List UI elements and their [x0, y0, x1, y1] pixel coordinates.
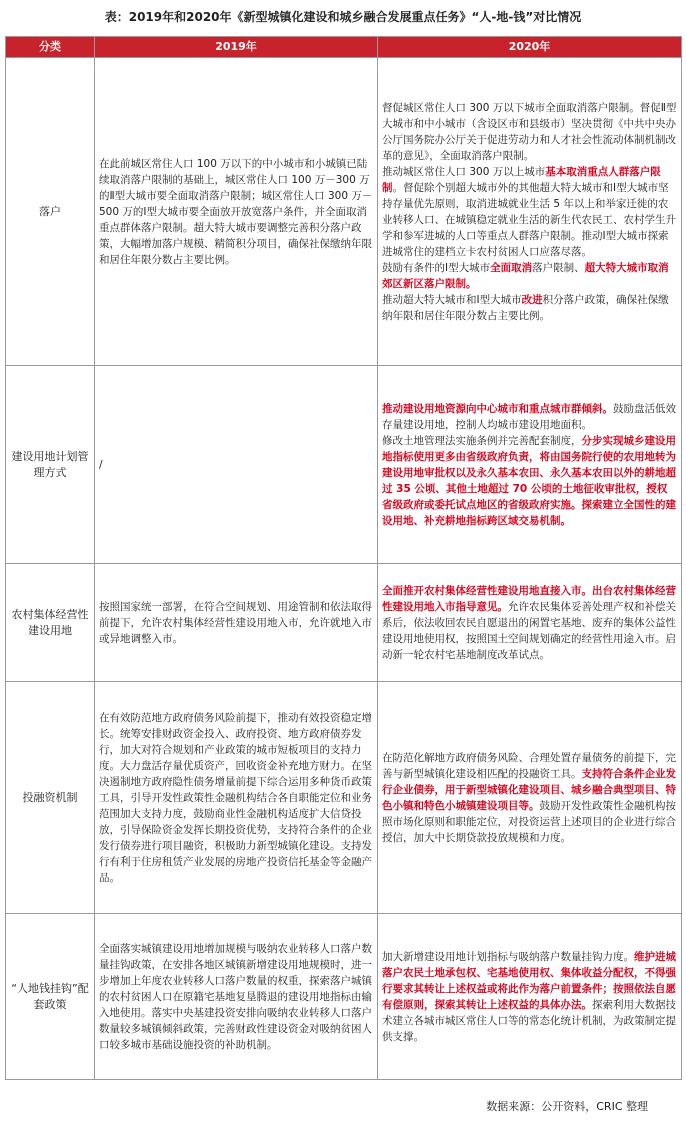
cell-2019: 在此前城区常住人口 100 万以下的中小城市和小城镇已陆续取消落户限制的基础上，城区常住人口 100 万－300 万的Ⅱ型大城市要全面取消落户限制；城区常住人口 300 万－500 万的Ⅰ型大城市要全面放开放宽落户条件，并全面取消重点群体落户限制。超大特大城市要调整完善积分落户政策，大幅增加落户规模、精简积分项目，确保社保缴纳年限和居住年限分数占主要比例。 — [95, 58, 378, 366]
header-category: 分类 — [6, 37, 95, 58]
paragraph — [382, 401, 677, 433]
comparison-table — [5, 36, 682, 1080]
paragraph — [382, 583, 677, 663]
header-2020: 2020年 — [378, 37, 682, 58]
body-text: 推动超大特大城市和Ⅰ型大城市 — [382, 293, 522, 306]
body-text: 允许农民集体妥善处理产权和补偿关系后，依法收回农民自愿退出的闲置宅基地、废弃的集体公益性建设用地使用权，按照国土空间规划确定的经营性用途入市。启动新一轮农村宅基地制度改革试点。 — [382, 600, 676, 661]
body-text: 鼓励开发性政策性金融机构按照市场化原则和职能定位，对投资运营上述项目的企业进行综合授信，加大中长期贷款投放规模和力度。 — [382, 799, 676, 844]
category-cell: 农村集体经营性建设用地 — [6, 564, 95, 682]
cell-2019: / — [95, 366, 378, 564]
body-text: 鼓励有条件的Ⅰ型大城市 — [382, 261, 491, 274]
paragraph — [382, 949, 677, 1045]
data-source-note: 数据来源：公开资料，CRIC 整理 — [486, 1100, 648, 1113]
body-text: 推动城区常住人口 300 万以上城市 — [382, 165, 546, 178]
cell-2019: 按照国家统一部署，在符合空间规划、用途管制和依法取得前提下，允许农村集体经营性建设用地入市，允许就地入市或异地调整入市。 — [95, 564, 378, 682]
body-text: 积分落户政策，确保社保缴纳年限和居住年限分数占主要比例。 — [382, 293, 669, 322]
paragraph — [382, 164, 677, 260]
cell-2020 — [378, 914, 682, 1080]
highlight-text: 分步实现城乡建设用地指标使用更多由省级政府负责，将由国务院行使的农用地转为建设用地审批权以及永久基本农田、永久基本农田以外的耕地超过 35 公顷、其他土地超过 70 公顷的土地征收审批权，授权省级政府或委托试点地区的省级政府实施。探索建立全国性的建设用地、补充耕地指标跨区域交易机制。 — [382, 434, 676, 527]
highlight-text: 基本取消重点人群落户限制 — [382, 165, 661, 194]
cell-2020 — [378, 366, 682, 564]
highlight-text: 推动建设用地资源向中心城市和重点城市群倾斜。 — [382, 402, 613, 415]
body-text: 在防范化解地方政府债务风险、合理处置存量债务的前提下，完善与新型城镇化建设相匹配的投融资工具。 — [382, 751, 676, 780]
table-row — [6, 914, 682, 1080]
category-cell: 落户 — [6, 58, 95, 366]
body-text: 探索利用大数据技术建立各城市城区常住人口等的常态化统计机制，为政策制定提供支撑。 — [382, 998, 676, 1043]
category-cell: 投融资机制 — [6, 682, 95, 914]
paragraph — [382, 750, 677, 846]
table-row — [6, 366, 682, 564]
body-text: 。督促除个别超大城市外的其他超大特大城市和Ⅰ型大城市坚持存量优先原则，取消进城就业生活 5 年以上和举家迁徙的农业转移人口、在城镇稳定就业生活的新生代农民工、农村学生升学和参军进城的人口等重点人群落户限制。推动Ⅰ型大城市探索进城常住的建档立卡农村贫困人口应落尽落。 — [382, 181, 676, 258]
paragraph — [382, 433, 677, 529]
header-row — [6, 37, 682, 58]
body-text: 督促城区常住人口 300 万以下城市全面取消落户限制。督促Ⅱ型大城市和中小城市（含设区市和县级市）坚决贯彻《中共中央办公厅国务院办公厅关于促进劳动力和人才社会性流动体制机制改革的意见》，全面取消落户限制。 — [382, 101, 677, 162]
category-cell: 建设用地计划管理方式 — [6, 366, 95, 564]
body-text: 鼓励盘活低效存量建设用地，控制人均城市建设用地面积。 — [382, 402, 676, 431]
highlight-text: 全面取消 — [490, 261, 533, 274]
header-2019: 2019年 — [95, 37, 378, 58]
highlight-text: 改进 — [521, 293, 543, 306]
paragraph — [382, 260, 677, 292]
body-text: 加大新增建设用地计划指标与吸纳落户数量挂钩力度。 — [382, 950, 634, 963]
table-row — [6, 682, 682, 914]
highlight-text: 全面推开农村集体经营性建设用地直接入市。出台农村集体经营性建设用地入市指导意见。 — [382, 584, 676, 613]
paragraph — [382, 100, 677, 164]
cell-2019: 全面落实城镇建设用地增加规模与吸纳农业转移人口落户数量挂钩政策，在安排各地区城镇新增建设用地规模时，进一步增加上年度农业转移人口落户数量的权重，探索落户城镇的农村贫困人口在原籍宅基地复垦腾退的建设用地指标由输入地使用。落实中央基建投资安排向吸纳农业转移人口落户数量较多城镇倾斜政策，完善财政性建设资金对吸纳贫困人口较多城市基础设施投资的补助机制。 — [95, 914, 378, 1080]
highlight-text: 超大特大城市取消郊区新区落户限制。 — [382, 261, 669, 290]
cell-2020 — [378, 564, 682, 682]
body-text: 落户限制、 — [532, 261, 585, 274]
table-row — [6, 564, 682, 682]
highlight-text: 维护进城落户农民土地承包权、宅基地使用权、集体收益分配权，不得强行要求其转让上述权益或将此作为落户前置条件；按照依法自愿有偿原则，探索其转让上述权益的具体办法。 — [382, 950, 676, 1011]
table-title: 表：2019年和2020年《新型城镇化建设和城乡融合发展重点任务》“人-地-钱”对比情况 — [104, 10, 582, 24]
cell-2019: 在有效防范地方政府债务风险前提下，推动有效投资稳定增长。统筹安排财政资金投入、政府投资、地方政府债券发行，加大对符合规划和产业政策的城市短板项目的支持力度。大力盘活存量优质资产，回收资金补充地方财力。在坚决遏制地方政府隐性债务增量前提下综合运用多种货币政策工具，引导开发性政策性金融机构结合各自职能定位和业务范围加大支持力度，鼓励商业性金融机构适度扩大信贷投放，引导保险资金发挥长期投资优势，支持符合条件的企业发行债券进行项目融资，积极助力新型城镇化建设。支持发行有利于住房租赁产业发展的房地产投资信托基金等金融产品。 — [95, 682, 378, 914]
table-row — [6, 58, 682, 366]
paragraph — [382, 292, 677, 324]
cell-2020 — [378, 58, 682, 366]
category-cell: “人地钱挂钩”配套政策 — [6, 914, 95, 1080]
body-text: 修改土地管理法实施条例并完善配套制度， — [382, 434, 582, 447]
cell-2020 — [378, 682, 682, 914]
highlight-text: 支持符合条件企业发行企业债券，用于新型城镇化建设项目、城乡融合典型项目、特色小镇和特色小城镇建设项目等。 — [382, 767, 676, 812]
